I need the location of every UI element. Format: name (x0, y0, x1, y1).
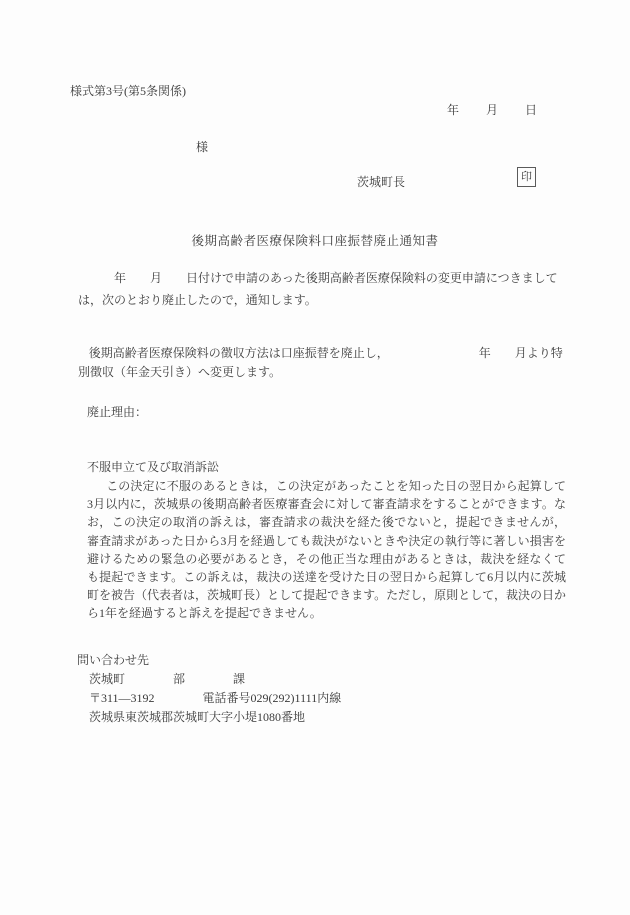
recipient-name-suffix: 様 (196, 140, 209, 154)
form-number: 様式第3号(第5条関係) (70, 84, 186, 98)
document-title: 後期高齢者医療保険料口座振替廃止通知書 (191, 234, 439, 248)
contact-section-heading: 問い合わせ先 (77, 653, 150, 667)
intro-paragraph: 年 月 日付けで申請のあった後期高齢者医療保険料の変更申請につきましては，次のとおり廃止したので，通知します。 (78, 271, 558, 307)
contact-postal-phone-line: 〒311―3192 電話番号029(292)1111内線 (89, 691, 342, 705)
sender-title: 茨城町長 (357, 175, 406, 189)
contact-office-line: 茨城町 部 課 (89, 672, 246, 686)
collection-change-paragraph: 後期高齢者医療保険料の徴収方法は口座振替を廃止し， 年 月より特別徴収（年金天引き）へ変更します。 (78, 346, 563, 379)
contact-address-line: 茨城県東茨城郡茨城町大字小堤1080番地 (89, 710, 306, 724)
abolition-reason-label: 廃止理由： (87, 405, 148, 419)
seal-box: 印 (517, 167, 536, 187)
date-line: 年 月 日 (447, 103, 539, 117)
appeal-section-heading: 不服申立て及び取消訴訟 (87, 460, 220, 474)
appeal-section-paragraph: この決定に不服のあるときは，この決定があったことを知った日の翌日から起算して3月以内に，茨城県の後期高齢者医療審査会に対して審査請求をすることができます。なお，この決定の取消の訴えは，審査請求の裁決を経た後でないと，提起できませんが，審査請求があった日から3月を経過しても裁決がないときや決定の執行等に著しい損害を避けるための緊急の必要があるとき，その他正当な理由があるときは，裁決を経なくても提起できます。この訴えは，裁決の送達を受けた日の翌日から起算して6月以内に茨城町を被告（代表者は，茨城町長）として提起できます。ただし，原則として，裁決の日から1年を経過すると訴えを提起できません。 (87, 479, 566, 621)
